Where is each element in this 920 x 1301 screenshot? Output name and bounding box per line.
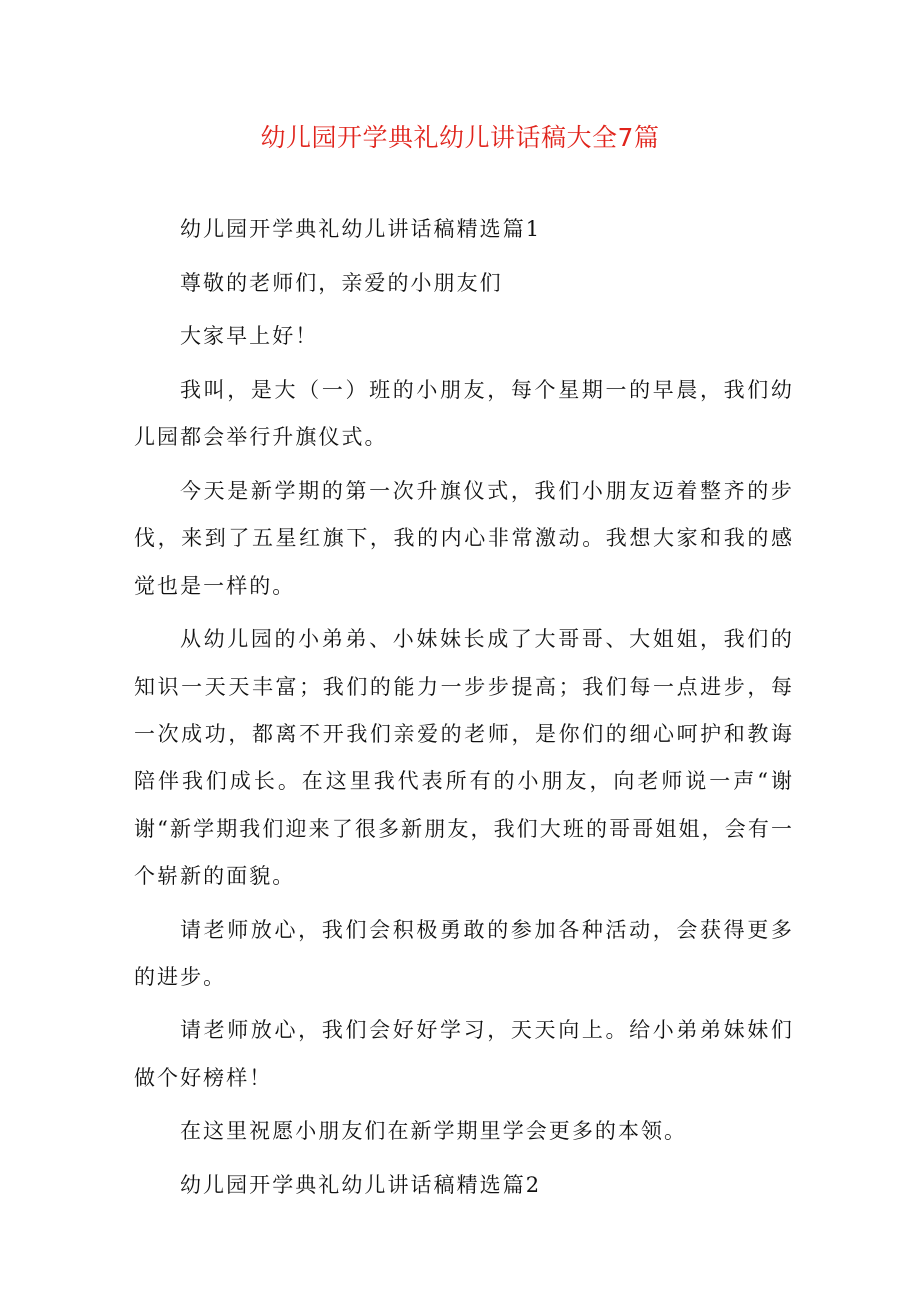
section-heading-2: 幼儿园开学典礼幼儿讲话稿精选篇2 bbox=[180, 1173, 542, 1198]
paragraph: 请老师放心，我们会好好学习，天天向上。给小弟弟妹妹们做个好榜样！ bbox=[134, 1018, 794, 1090]
paragraph: 我叫，是大（一）班的小朋友，每个星期一的早晨，我们幼儿园都会举行升旗仪式。 bbox=[134, 378, 794, 450]
paragraph: 今天是新学期的第一次升旗仪式，我们小朋友迈着整齐的步伐，来到了五星红旗下，我的内心非常激动。我想大家和我的感觉也是一样的。 bbox=[134, 479, 794, 598]
section-heading-1: 幼儿园开学典礼幼儿讲话稿精选篇1 bbox=[180, 217, 542, 241]
paragraph: 请老师放心，我们会积极勇敢的参加各种活动，会获得更多的进步。 bbox=[134, 917, 794, 989]
paragraph: 从幼儿园的小弟弟、小妹妹长成了大哥哥、大姐姐，我们的知识一天天丰富；我们的能力一步步提高；我们每一点进步，每一次成功，都离不开我们亲爱的老师，是你们的细心呵护和教诲陪伴我们成长。在这里我代表所有的小朋友，向老师说一声“谢谢“新学期我们迎来了很多新朋友，我们大班的哥哥姐姐，会有一个崭新的面貌。 bbox=[134, 627, 794, 888]
paragraph: 在这里祝愿小朋友们在新学期里学会更多的本领。 bbox=[180, 1119, 688, 1144]
salutation: 尊敬的老师们，亲爱的小朋友们 bbox=[180, 270, 503, 295]
greeting: 大家早上好！ bbox=[180, 324, 319, 349]
document-body bbox=[134, 206, 794, 1216]
document-title: 幼儿园开学典礼幼儿讲话稿大全7篇 bbox=[260, 123, 660, 152]
